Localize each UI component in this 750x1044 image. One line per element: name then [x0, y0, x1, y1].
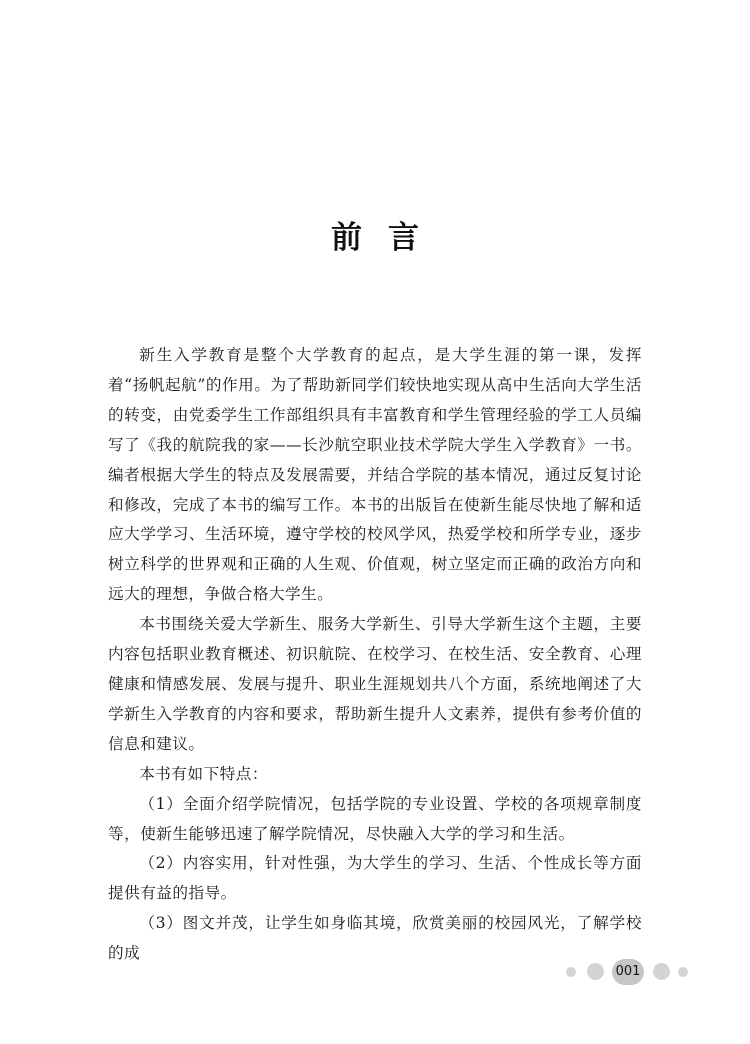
body-text	[108, 341, 642, 969]
paragraph-feature-2: （2）内容实用，针对性强，为大学生的学习、生活、个性成长等方面提供有益的指导。	[108, 854, 642, 903]
paragraph-feature-1: （1）全面介绍学院情况，包括学院的专业设置、学校的各项规章制度等，使新生能够迅速了解学院情况，尽快融入大学的学习和生活。	[108, 794, 642, 843]
decorative-dot-icon	[678, 967, 688, 977]
page-number: 001	[612, 959, 644, 985]
paragraph-features-heading: 本书有如下特点：	[139, 764, 268, 783]
page-title: 前言	[331, 220, 445, 256]
page-number-group	[566, 959, 696, 985]
paragraph-contents: 本书围绕关爱大学新生、服务大学新生、引导大学新生这个主题，主要内容包括职业教育概述、初识航院、在校学习、在校生活、安全教育、心理健康和情感发展、发展与提升、职业生涯规划共八个方面，系统地阐述了大学新生入学教育的内容和要求，帮助新生提升人文素养，提供有参考价值的信息和建议。	[108, 615, 642, 753]
decorative-dot-icon	[566, 967, 576, 977]
decorative-dot-icon	[653, 963, 670, 980]
decorative-dot-icon	[587, 963, 604, 980]
paragraph-intro: 新生入学教育是整个大学教育的起点，是大学生涯的第一课，发挥着“扬帆起航”的作用。为了帮助新同学们较快地实现从高中生活向大学生活的转变，由党委学生工作部组织具有丰富教育和学生管理经验的学工人员编写了《我的航院我的家——长沙航空职业技术学院大学生入学教育》一书。编者根据大学生的特点及发展需要，并结合学院的基本情况，通过反复讨论和修改，完成了本书的编写工作。本书的出版旨在使新生能尽快地了解和适应大学学习、生活环境，遵守学校的校风学风，热爱学校和所学专业，逐步树立科学的世界观和正确的人生观、价值观，树立坚定而正确的政治方向和远大的理想，争做合格大学生。	[108, 346, 642, 604]
paragraph-feature-3: （3）图文并茂，让学生如身临其境，欣赏美丽的校园风光，了解学校的成	[108, 914, 642, 963]
